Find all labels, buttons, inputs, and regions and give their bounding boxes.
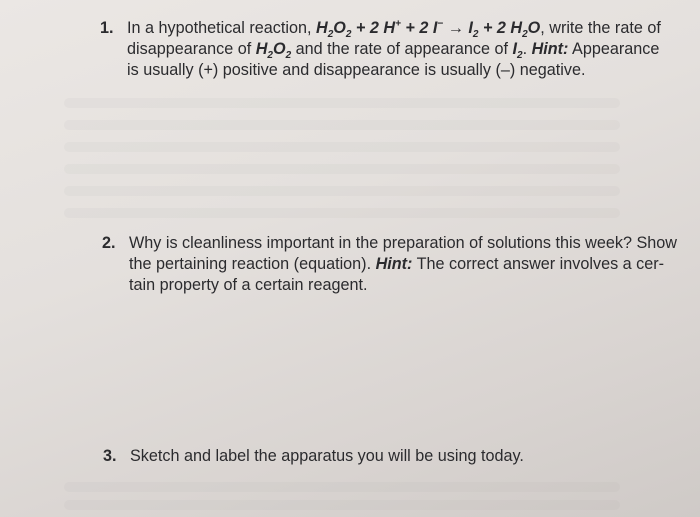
text-run: . [522,40,532,58]
text-run: disappearance of [127,40,256,58]
subscript: 2 [522,29,528,41]
bleed-through-text [64,482,620,492]
text-run: In a hypothetical reaction, [127,19,316,37]
text-run: I [512,40,518,58]
question-2-line-1: Why is cleanliness important in the preparation of solutions this week? Show [129,234,677,252]
text-run: I [432,19,438,37]
text-run: and the rate of appearance of [291,40,513,58]
text-run: H [255,40,268,58]
question-3-line-1: Sketch and label the apparatus you will be using today. [130,447,524,465]
bleed-through-text [64,98,620,108]
subscript: 2 [345,29,352,41]
question-number: 1. [100,19,114,37]
subscript: 2 [285,50,292,62]
subscript: 2 [472,29,479,41]
hint-label: Hint: [375,255,413,273]
subscript: 2 [517,50,523,62]
superscript: + [395,18,401,30]
reaction-arrow: → [443,19,469,37]
bleed-through-text [64,120,620,130]
text-run: + 2 [400,19,433,37]
question-text [130,446,524,467]
text-run: + 2 [478,19,511,37]
bleed-through-text [64,208,620,218]
text-run: the pertaining reaction (equation). [129,255,376,273]
bleed-through-text [64,142,620,152]
bleed-through-text [64,500,620,510]
question-text [127,18,661,81]
chemical-formula [512,40,523,62]
question-2-line-3: tain property of a certain reagent. [129,276,368,294]
text-run: + 2 [351,19,384,37]
text-run: , write the rate of [540,19,661,37]
chemical-formula [255,40,292,62]
chemical-equation [315,18,541,41]
text-run: O [272,40,286,58]
question-number: 3. [103,447,117,465]
question-1-line-3: is usually (+) positive and disappearance is usually (–) negative. [127,61,586,79]
superscript: − [437,18,444,30]
question-1-line-1 [127,18,661,39]
text-run: O [333,19,346,37]
bleed-through-text [64,164,620,174]
text-run: H [383,19,396,37]
hint-label: Hint: [531,40,569,58]
question-1-line-2 [127,39,661,60]
question-number: 2. [102,234,116,252]
subscript: 2 [327,29,334,41]
text-run: O [527,19,541,37]
text-run: Appearance [568,40,660,58]
text-run: H [510,19,523,37]
text-run: H [315,19,328,37]
bleed-through-text [64,186,620,196]
text-run: The correct answer involves a cer- [412,255,665,273]
subscript: 2 [267,50,273,62]
question-text [129,233,677,296]
question-2-line-2 [129,254,677,275]
text-run: I [468,19,473,37]
